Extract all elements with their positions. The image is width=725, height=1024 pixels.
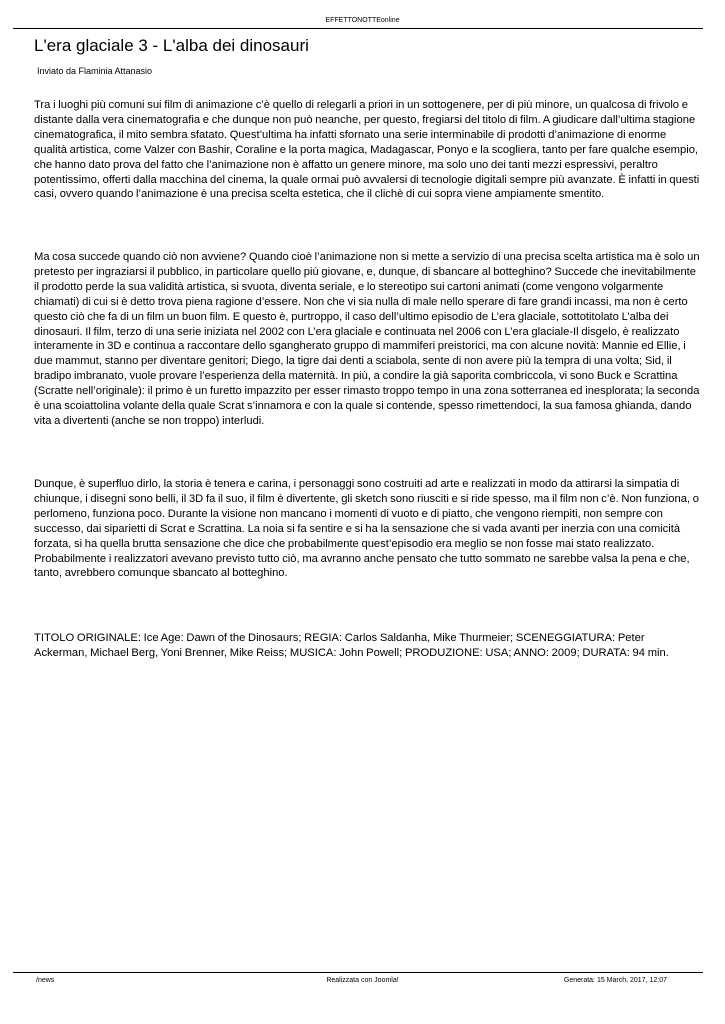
- footer-powered-by: Realizzata con Joomla!: [326, 977, 399, 984]
- footer-generated-date: Generata: 15 March, 2017, 12:07: [563, 977, 667, 984]
- article-paragraph-1: Tra i luoghi più comuni sui film di animazione c’è quello di relegarli a priori in un sottogenere, per di più minore, un qualcosa di frivolo e distante dalla vera cinematografia e che dunque non può neanche, per questo, fregiarsi del titolo di film. A giudicare dall’ultima stagione cinematografica, il mito sembra sfatato. Quest’ultima ha infatti sfornato una serie interminabile di prodotti d’animazione di enorme qualità artistica, come Valzer con Bashir, Coraline e la porta magica, Madagascar, Ponyo e la scogliera, tanto per fare qualche esempio, che hanno dato prova del fatto che l’animazione non è affatto un genere minore, ma solo uno dei tanti mezzi espressivi, peraltro potentissimo, offerti dalla macchina del cinema, la quale ormai può avvalersi di tecnologie digitali sempre più avanzate. È infatti in questi casi, ovvero quando l’animazione è una precisa scelta estetica, che il clichè di cui sopra viene ampiamente smentito.: [34, 99, 700, 201]
- site-name-header: EFFETTONOTTEonline: [325, 17, 400, 24]
- article-title: L'era glaciale 3 - L'alba dei dinosauri: [34, 36, 309, 55]
- author-line: Inviato da Flaminia Attanasio: [37, 66, 153, 76]
- article-paragraph-3: Dunque, è superfluo dirlo, la storia è tenera e carina, i personaggi sono costruiti ad arte e realizzati in modo da attirarsi la simpatia di chiunque, i disegni sono belli, il 3D fa il suo, il film è divertente, gli sketch sono riusciti e si ride spesso, ma il film non c’è. Non funziona, o perlomeno, funziona poco. Durante la visione non mancano i momenti di vuoto e di piatto, che vengono riempiti, non sempre con successo, dai siparietti di Scrat e Scrattina. La noia si fa sentire e si ha la sensazione che si vada avanti per inerzia con una comicità forzata, si ha quella brutta sensazione che dice che probabilmente quest’episodio era meglio se non fosse mai stato realizzato. Probabilmente i realizzatori avevano previsto tutto ciò, ma avranno anche pensato che tutto sommato ne sarebbe valsa la pena e che, tanto, avrebbero comunque sbancato al botteghino.: [34, 478, 699, 580]
- header-divider: [13, 28, 703, 29]
- film-credits-paragraph: TITOLO ORIGINALE: Ice Age: Dawn of the Dinosaurs; REGIA: Carlos Saldanha, Mike Thurmeier; SCENEGGIATURA: Peter Ackerman, Michael Berg, Yoni Brenner, Mike Reiss; MUSICA: John Powell; PRODUZIONE: USA; ANNO: 2009; DURATA: 94 min.: [34, 632, 669, 659]
- footer-path: /news: [36, 977, 55, 984]
- article-paragraph-2: Ma cosa succede quando ciò non avviene? Quando cioè l’animazione non si mette a servizio di una precisa scelta artistica ma è solo un pretesto per ingraziarsi il pubblico, in particolare quello più giovane, e, dunque, di sbancare al botteghino? Succede che inevitabilmente il prodotto perde la sua validità artistica, si svuota, diventa seriale, e lo stereotipo sui cartoni animati (come vengono volgarmente chiamati) di cui si è detto trova piena ragione d’essere. Non che vi sia nulla di male nello sperare di fare grandi incassi, ma non è certo questo ciò che fa di un film un buon film. E questo è, purtroppo, il caso dell’ultimo episodio de L’era glaciale, sottotitolato L’alba dei dinosauri. Il film, terzo di una serie iniziata nel 2002 con L’era glaciale e continuata nel 2006 con L’era glaciale-Il disgelo, è realizzato interamente in 3D e continua a raccontare dello sgangherato gruppo di mammiferi preistorici, ma con alcune novità: Mannie ed Ellie, i due mammut, stanno per diventare genitori; Diego, la tigre dai denti a sciabola, sente di non avere più la tempra di una volta; Sid, il bradipo imbranato, vuole provare l’esperienza della maternità. In più, a condire la già saporita combriccola, vi sono Buck e Scrattina (Scratte nell’originale): il primo è un furetto impazzito per esser rimasto troppo tempo in una zona sotterranea ed inesplorata; la seconda è una scoiattolina volante della quale Scrat s’innamora e con la quale si contende, spesso rimettendoci, la sua famosa ghianda, dando vita a divertenti (anche se non troppo) interludi.: [34, 251, 700, 427]
- footer-divider: [13, 972, 703, 973]
